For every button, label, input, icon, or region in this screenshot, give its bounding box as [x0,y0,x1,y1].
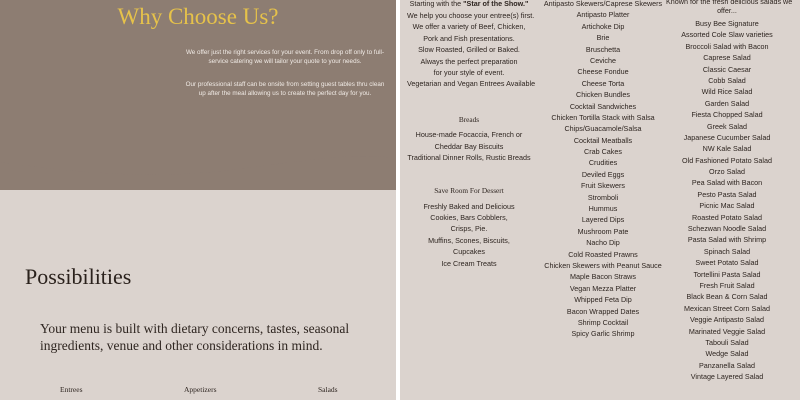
appetizer-item: Whipped Feta Dip [574,295,632,305]
appetizer-item: Nacho Dip [586,238,620,248]
appetizer-item: Deviled Eggs [581,169,625,179]
entrees-line: Vegetarian and Vegan Entrees Available [407,79,536,89]
salad-item: Mexican Street Corn Salad [684,303,770,313]
column-head-appetizers: Appetizers [184,385,217,394]
possibilities-text: Your menu is built with dietary concerns, tastes, seasonal ingredients, venue and other considerations in mind. [40,321,350,353]
salad-item: Old Fashioned Potato Salad [682,155,772,165]
dessert-line: Freshly Baked and Delicious [423,201,515,211]
salad-item: Panzanella Salad [699,360,755,370]
salad-item: Veggie Antipasto Salad [690,315,764,325]
dessert-line: Cookies, Bars Cobblers, [430,213,508,223]
appetizer-item: Shrimp Cocktail [577,317,629,327]
appetizer-item: Mushroom Pate [577,226,629,236]
appetizer-item: Cocktail Meatballs [573,135,633,145]
salad-item: Garden Salad [704,98,750,108]
wave-divider [0,150,396,210]
appetizer-item: Bacon Wrapped Dates [566,306,640,316]
salad-item: Assorted Cole Slaw varieties [681,30,773,40]
appetizer-item: Bruschetta [585,44,621,54]
appetizer-item: Fruit Skewers [581,181,625,191]
salads-intro-line: offer... [717,6,737,15]
salad-item: Wedge Salad [705,349,749,359]
entrees-line: Pork and Fish presentations. [423,33,515,43]
appetizer-item: Maple Bacon Straws [570,272,636,282]
salad-item: Classic Caesar [702,64,752,74]
salad-item: Tabouli Salad [705,337,749,347]
entrees-column [407,0,536,269]
entrees-intro-bold: "Star of the Show." [463,0,529,8]
column-head-salads: Salads [318,385,338,394]
appetizer-item: Ceviche [590,55,616,65]
appetizer-item: Crab Cakes [584,147,622,157]
salad-item: Schezwan Noodle Salad [687,224,767,234]
appetizer-item: Cheese Torta [581,78,625,88]
hero-title: Why Choose Us? [117,4,279,29]
salad-item: Wild Rice Salad [701,87,753,97]
salad-item: Japanese Cucumber Salad [683,132,771,142]
salad-item: Spinach Salad [703,246,751,256]
salads-column [666,0,793,383]
salad-item: Pea Salad with Bacon [691,178,763,188]
salad-item: Pasta Salad with Shrimp [687,235,767,245]
appetizer-item: Layered Dips [581,215,625,225]
column-head-entrees: Entrees [60,385,83,394]
salad-item: Busy Bee Signature [695,19,759,28]
appetizer-item: Vegan Mezza Platter [569,283,637,293]
salad-item: Tortellini Pasta Salad [693,269,761,279]
appetizer-item: Antipasto Skewers/Caprese Skewers [543,0,663,8]
entrees-intro-prefix: Starting with the [409,0,464,8]
salad-item: NW Kale Salad [702,144,752,154]
appetizer-item: Cheese Fondue [577,67,629,77]
possibilities-title: Possibilities [25,264,132,289]
appetizer-item: Cocktail Sandwiches [569,101,637,111]
breads-line: Cheddar Bay Biscuits [434,141,504,151]
entrees-intro [407,0,531,10]
salad-item: Vintage Layered Salad [690,372,764,382]
appetizer-item: Hummus [588,204,618,214]
hero-paragraph-1: We offer just the right services for your event. From drop off only to full-service catering we will tailor your quote to your needs. [185,49,385,65]
appetizer-item: Brie [596,33,610,43]
left-panel [0,0,396,400]
appetizer-item: Spicy Garlic Shrimp [571,329,635,339]
dessert-line: Muffins, Scones, Biscuits, [428,235,510,245]
appetizer-item: Chicken Tortilla Stack with Salsa [551,112,655,122]
entrees-line: We offer a variety of Beef, Chicken, [412,22,526,32]
appetizer-item: Chips/Guacamole/Salsa [564,124,642,134]
entrees-line: We help you choose your entree(s) first. [407,11,535,20]
appetizer-item: Chicken Skewers with Peanut Sauce [544,260,662,270]
salad-item: Fiesta Chopped Salad [691,110,763,120]
dessert-title: Save Room For Dessert [434,186,504,196]
dessert-line: Crisps, Pie. [450,224,488,234]
salad-item: Sweet Potato Salad [695,258,759,268]
appetizer-item: Cold Roasted Prawns [568,249,638,259]
salad-item: Roasted Potato Salad [692,212,762,222]
dessert-line: Cupcakes [453,247,485,257]
appetizers-column [538,0,668,340]
entrees-line: Always the perfect preparation [420,56,518,66]
hero-paragraph-2: Our professional staff can be onsite from setting guest tables thru clean up after the meal allowing us to create the perfect day for you. [185,81,385,97]
dessert-line: Ice Cream Treats [441,258,497,268]
salad-item: Fresh Fruit Salad [699,280,755,290]
appetizer-item: Artichoke Dip [581,21,625,31]
appetizer-item: Crudities [588,158,618,168]
salads-intro-line: Known for the fresh delicious salads we [666,0,793,6]
salad-item: Marinated Veggie Salad [688,326,766,336]
salad-item: Orzo Salad [709,167,745,177]
salad-item: Caprese Salad [703,53,751,63]
entrees-line: for your style of event. [433,67,505,77]
breads-line: House-made Focaccia, French or [415,130,523,140]
salad-item: Picnic Mac Salad [699,201,755,211]
appetizer-item: Stromboli [587,192,619,202]
salad-item: Greek Salad [707,121,747,131]
entrees-line: Slow Roasted, Grilled or Baked. [418,45,520,55]
breads-line: Traditional Dinner Rolls, Rustic Breads [407,152,531,162]
salad-item: Cobb Salad [708,75,746,85]
salad-item: Black Bean & Corn Salad [686,292,768,302]
salad-item: Broccoli Salad with Bacon [685,41,769,51]
breads-title: Breads [458,114,480,124]
appetizer-item: Chicken Bundles [576,90,630,100]
appetizer-item: Antipasto Platter [576,10,630,20]
salad-item: Pesto Pasta Salad [697,189,757,199]
